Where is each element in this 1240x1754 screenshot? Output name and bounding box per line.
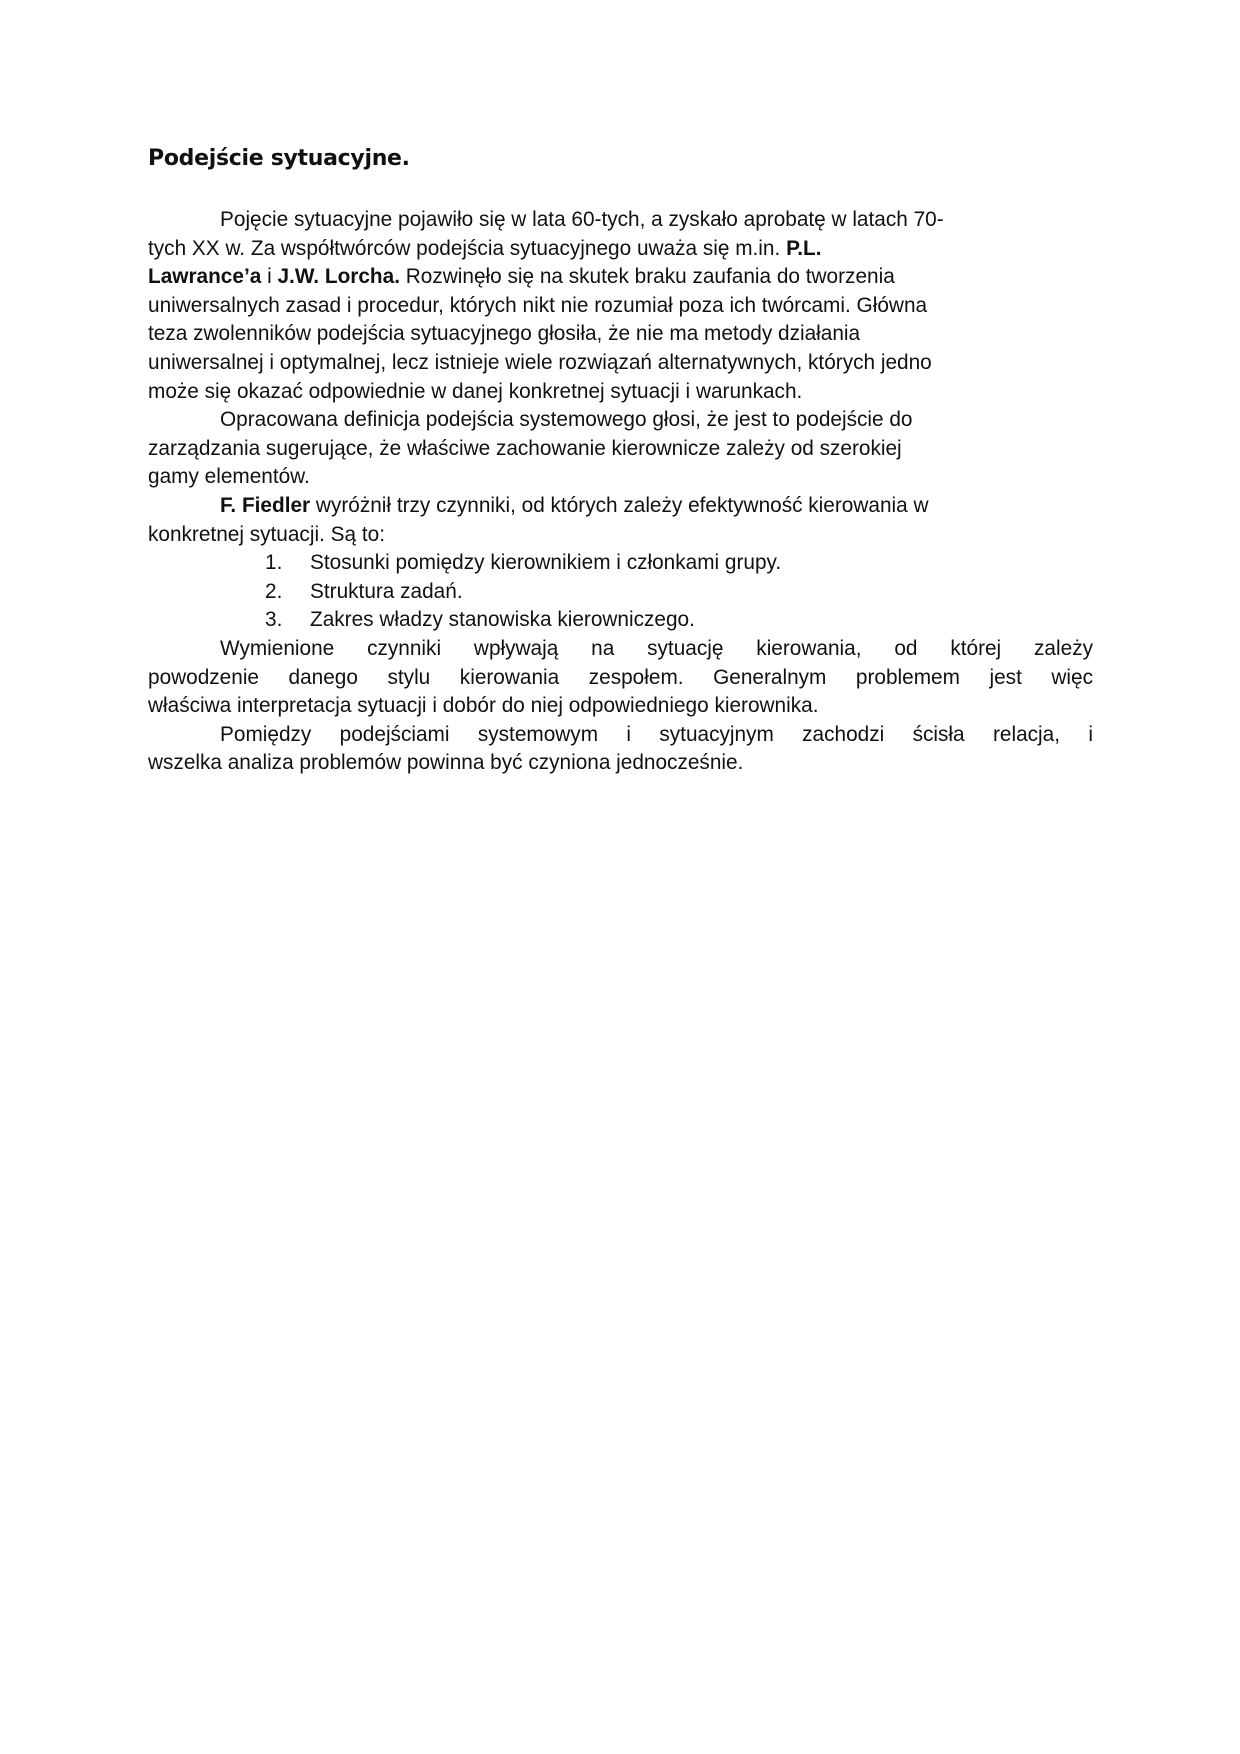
- text-line: zarządzania sugerujące, że właściwe zachowanie kierownicze zależy od szerokiej: [148, 436, 902, 460]
- text-line: Opracowana definicja podejścia systemowego głosi, że jest to podejście do: [220, 408, 913, 432]
- text-line: wszelka analiza problemów powinna być czyniona jednocześnie.: [148, 751, 744, 775]
- list-item: [148, 606, 1093, 635]
- text-line: Wymienione czynniki wpływają na sytuację kierowania, od której zależy: [220, 636, 1093, 660]
- text-line: Pomiędzy podejściami systemowym i sytuacyjnym zachodzi ścisła relacja, i: [220, 722, 1093, 746]
- text-line: [148, 492, 1093, 521]
- author-name: F. Fiedler: [220, 493, 311, 517]
- text-line: właściwa interpretacja sytuacji i dobór do niej odpowiedniego kierownika.: [148, 694, 819, 718]
- paragraph-1: [148, 206, 1093, 406]
- factors-list: [148, 549, 1093, 635]
- text-line: może się okazać odpowiednie w danej konkretnej sytuacji i warunkach.: [148, 379, 803, 403]
- document-body: [148, 206, 1093, 778]
- text-span: wyróżnił trzy czynniki, od których zależy efektywność kierowania w: [310, 493, 929, 517]
- text-span: i: [261, 265, 278, 289]
- list-item: [148, 549, 1093, 578]
- text-line: konkretnej sytuacji. Są to:: [148, 522, 385, 546]
- text-line: uniwersalnej i optymalnej, lecz istnieje wiele rozwiązań alternatywnych, których jedno: [148, 350, 932, 374]
- list-number: 1.: [265, 551, 283, 575]
- text-line: [148, 263, 1093, 292]
- text-line: powodzenie danego stylu kierowania zespołem. Generalnym problemem jest więc: [148, 665, 1093, 689]
- text-line: Pojęcie sytuacyjne pojawiło się w lata 60-tych, a zyskało aprobatę w latach 70-: [220, 208, 944, 231]
- text-line: uniwersalnych zasad i procedur, których nikt nie rozumiał poza ich twórcami. Główna: [148, 293, 928, 317]
- paragraph-5: [148, 721, 1093, 778]
- paragraph-2: [148, 406, 1093, 492]
- text-line: teza zwolenników podejścia sytuacyjnego głosiła, że nie ma metody działania: [148, 322, 861, 346]
- list-text: Stosunki pomiędzy kierownikiem i członkami grupy.: [310, 551, 782, 575]
- list-text: Struktura zadań.: [310, 579, 463, 603]
- list-number: 3.: [265, 608, 283, 632]
- list-number: 2.: [265, 579, 283, 603]
- text-line: gamy elementów.: [148, 465, 310, 489]
- author-name: J.W. Lorcha.: [277, 265, 400, 289]
- text-span: Rozwinęło się na skutek braku zaufania do tworzenia: [399, 265, 895, 289]
- author-name: Lawrance’a: [148, 265, 262, 289]
- text-span: tych XX w. Za współtwórców podejścia sytuacyjnego uważa się m.in.: [148, 236, 787, 260]
- paragraph-3: [148, 492, 1093, 549]
- text-line: [148, 235, 1093, 264]
- list-text: Zakres władzy stanowiska kierowniczego.: [310, 608, 695, 632]
- paragraph-4: [148, 635, 1093, 721]
- document-title: Podejście sytuacyjne.: [148, 146, 410, 171]
- list-item: [148, 578, 1093, 607]
- author-name: P.L.: [786, 236, 822, 260]
